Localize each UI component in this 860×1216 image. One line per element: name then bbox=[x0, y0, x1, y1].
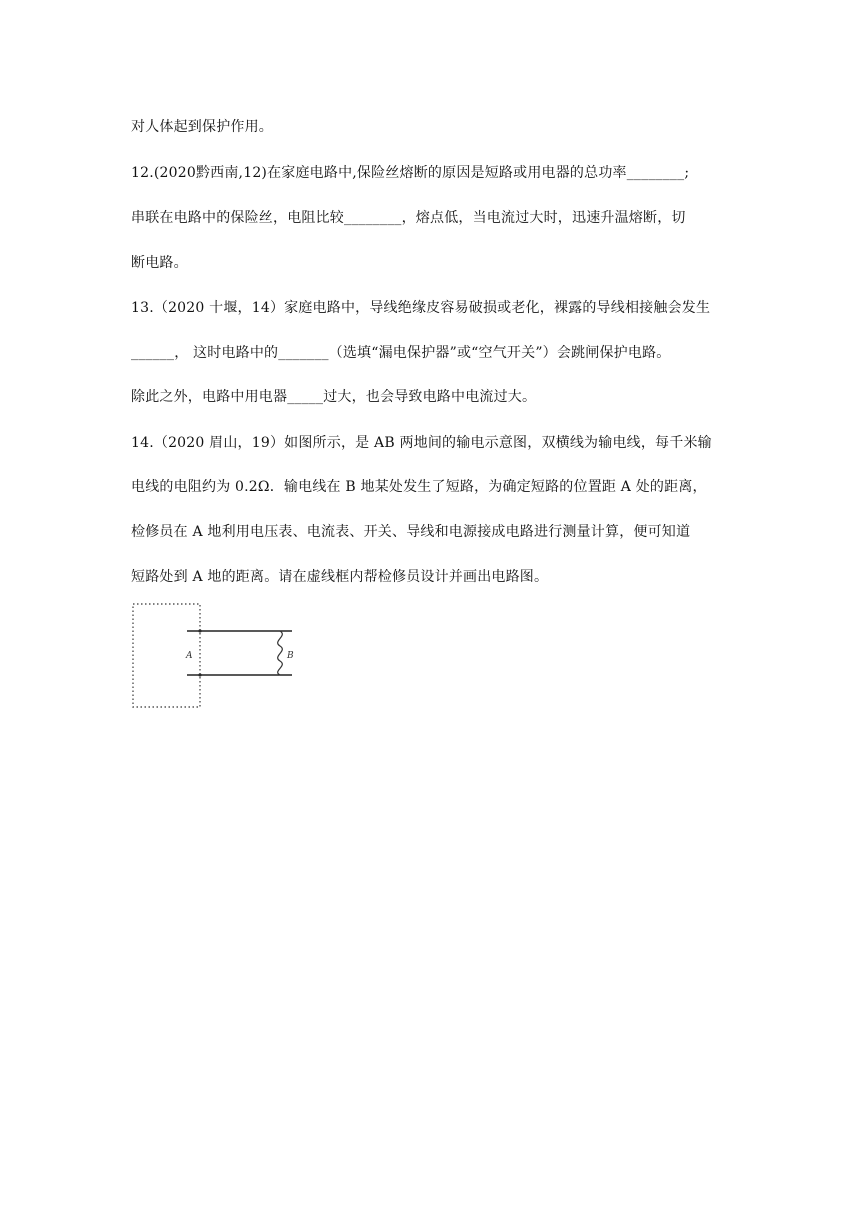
question-12-line-3: 断电路。 bbox=[131, 255, 188, 271]
question-14-line-1: 14.（2020 眉山，19）如图所示，是 AB 两地间的输电示意图，双横线为输电线，每千米输 bbox=[131, 435, 712, 451]
label-a: A bbox=[186, 651, 193, 661]
text-line-1: 对人体起到保护作用。 bbox=[131, 119, 273, 135]
transmission-line-diagram bbox=[130, 602, 305, 714]
question-12-line-1: 12.(2020黔西南,12)在家庭电路中,保险丝熔断的原因是短路或用电器的总功率________; bbox=[131, 165, 690, 181]
wire-break-symbol bbox=[278, 631, 283, 675]
question-13-line-2: ______， 这时电路中的_______（选填“漏电保护器”或“空气开关”）会跳闸保护电路。 bbox=[131, 345, 671, 361]
question-13-line-1: 13.（2020 十堰，14）家庭电路中，导线绝缘皮容易破损或老化，裸露的导线相接触会发生 bbox=[131, 300, 711, 316]
label-b: B bbox=[287, 651, 294, 661]
question-14-line-2: 电线的电阻约为 0.2Ω．输电线在 B 地某处发生了短路，为确定短路的位置距 A 处的距离， bbox=[131, 479, 707, 495]
question-14-line-3: 检修员在 A 地利用电压表、电流表、开关、导线和电源接成电路进行测量计算，便可知道 bbox=[131, 524, 691, 540]
question-13-line-3: 除此之外，电路中用电器_____过大，也会导致电路中电流过大。 bbox=[131, 389, 537, 405]
question-14-line-4: 短路处到 A 地的距离。请在虚线框内帮检修员设计并画出电路图。 bbox=[131, 569, 549, 585]
question-12-line-2: 串联在电路中的保险丝，电阻比较________，熔点低，当电流过大时，迅速升温熔断，切 bbox=[131, 210, 686, 226]
